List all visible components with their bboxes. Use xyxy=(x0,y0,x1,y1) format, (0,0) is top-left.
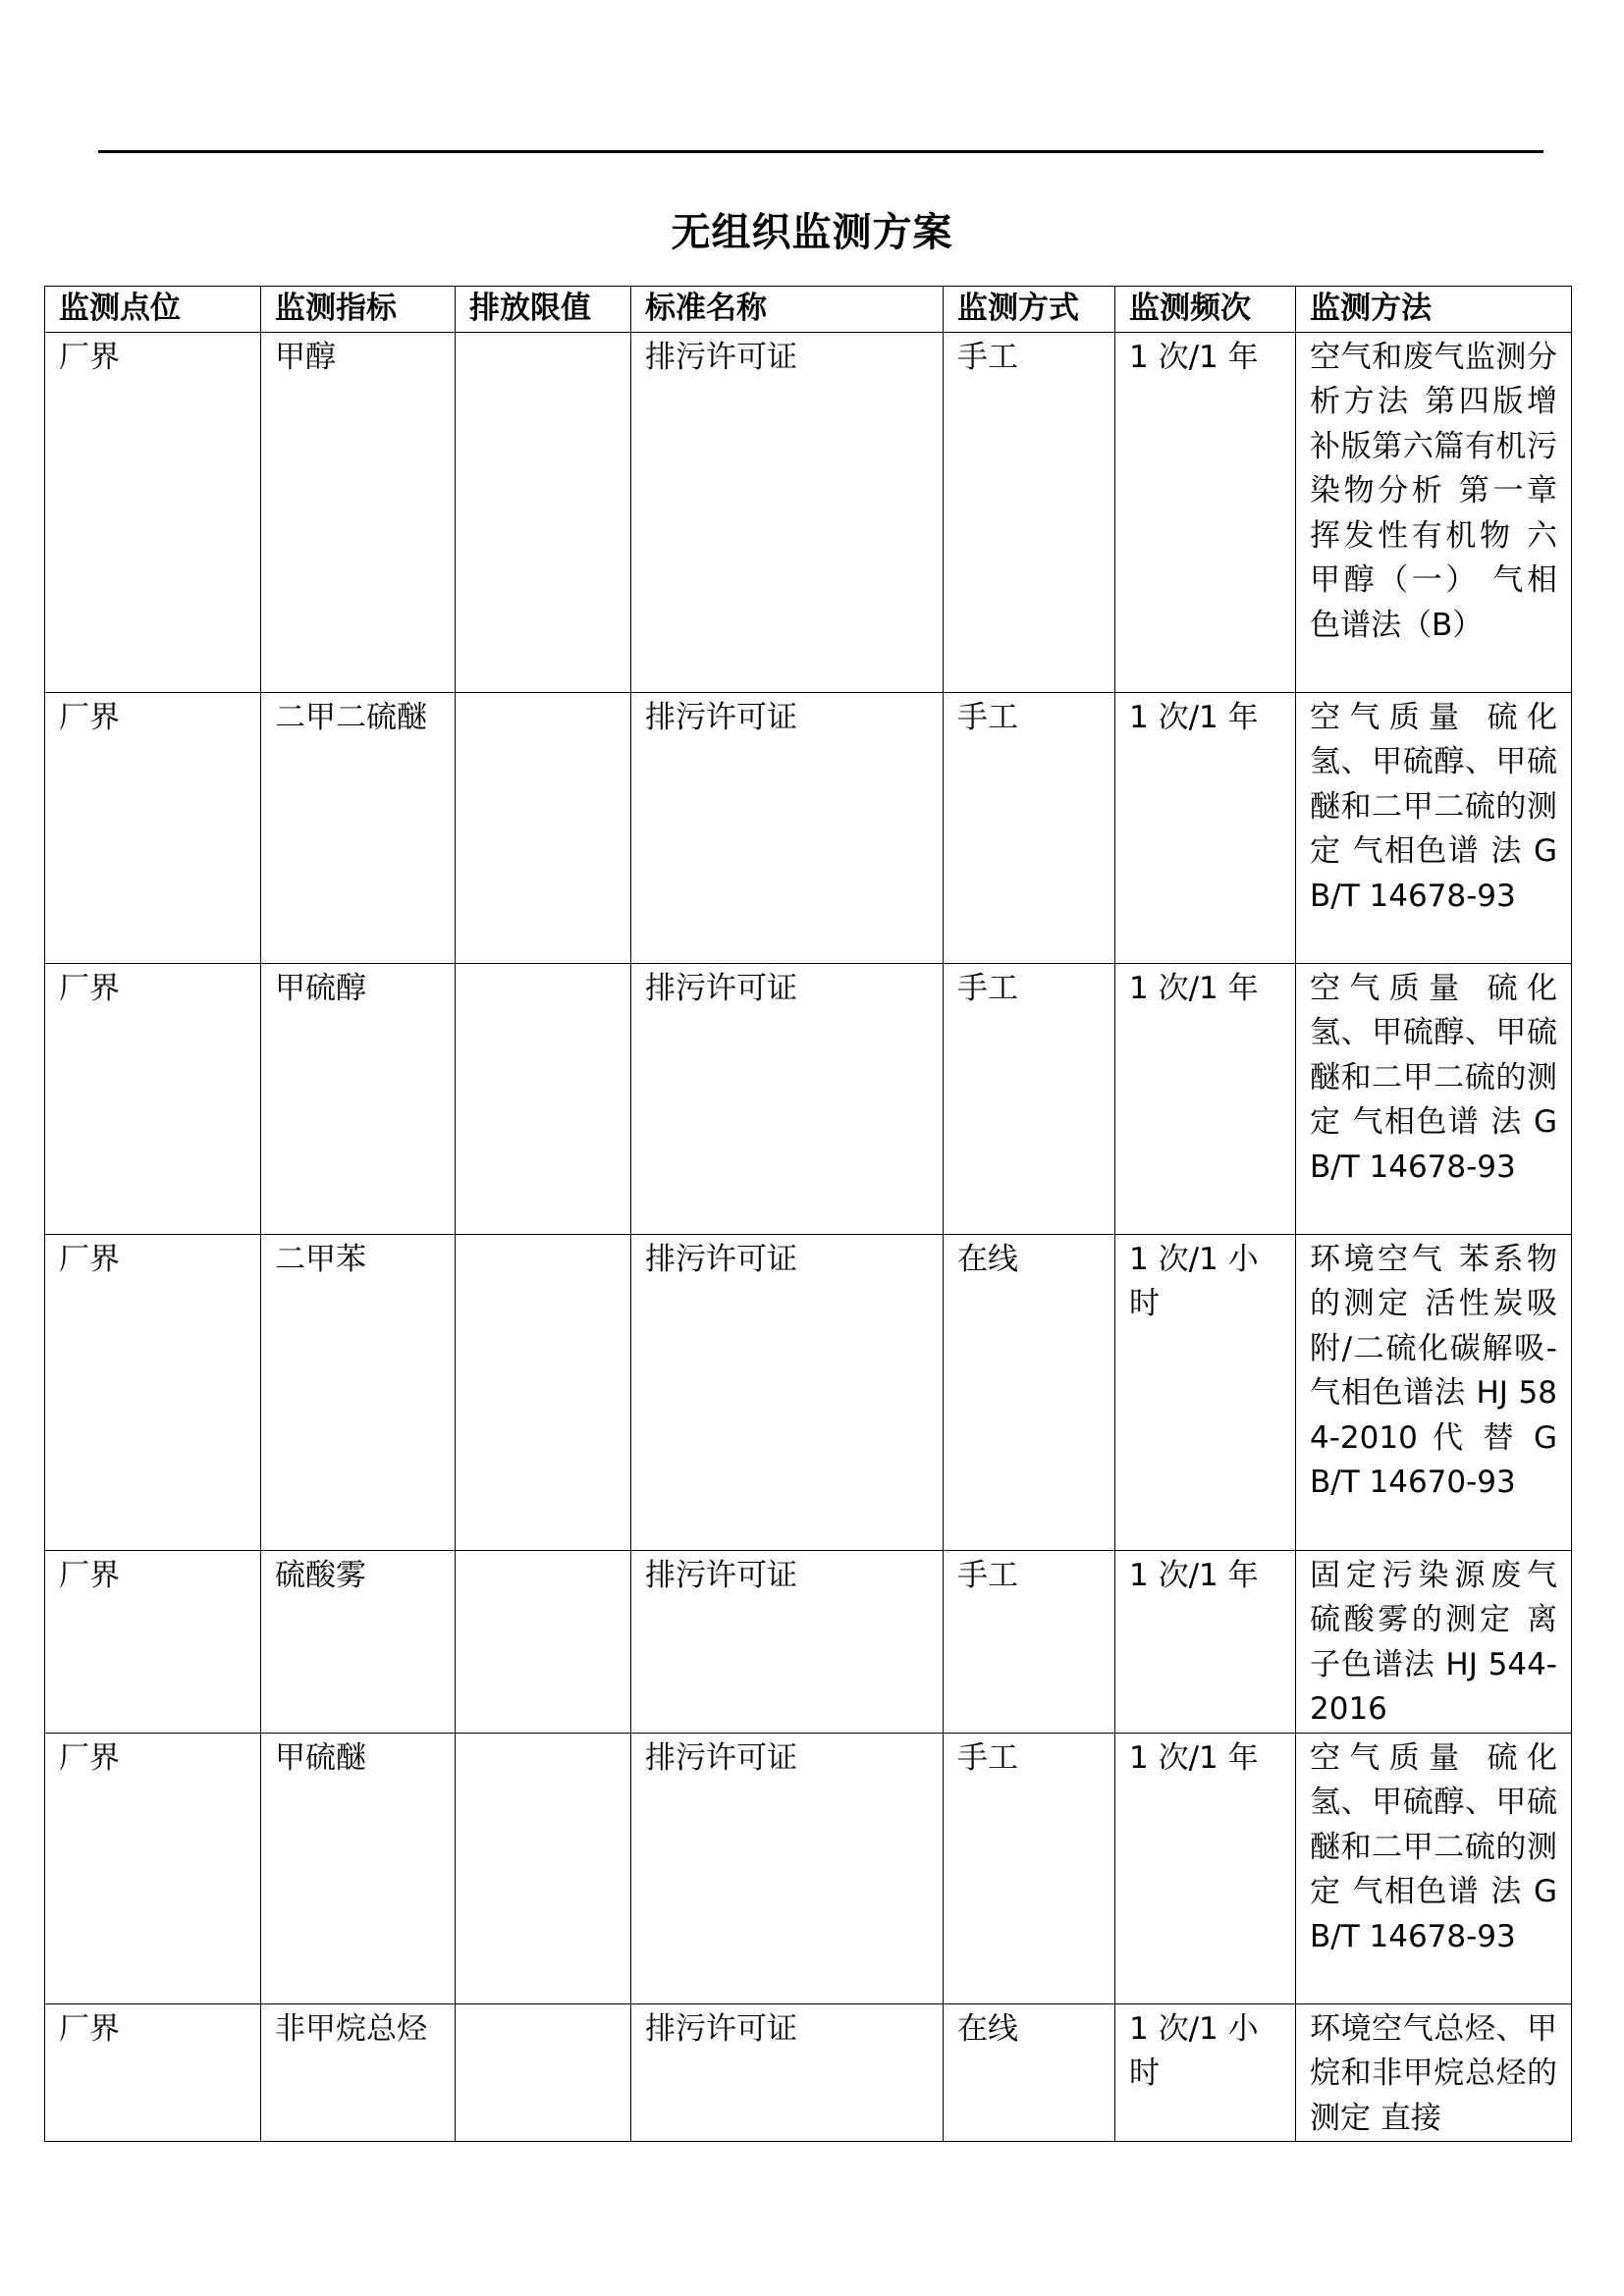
cell-limit xyxy=(456,1733,631,2003)
table-row xyxy=(45,692,1572,963)
cell-mode: 在线 xyxy=(944,1234,1115,1550)
cell-frequency: 1 次/1 小时 xyxy=(1115,2003,1296,2142)
cell-indicator: 甲醇 xyxy=(261,332,456,692)
table-row xyxy=(45,2003,1572,2142)
cell-method: 固定污染源废气 硫酸雾的测定 离子色谱法 HJ 544-2016 xyxy=(1296,1550,1572,1733)
cell-standard: 排污许可证 xyxy=(631,2003,944,2142)
cell-mode: 手工 xyxy=(944,692,1115,963)
cell-method: 环境空气 苯系物的测定 活性炭吸附/二硫化碳解吸-气相色谱法 HJ 584-2010 代 替 GB/T 14670-93 xyxy=(1296,1234,1572,1550)
cell-indicator: 甲硫醚 xyxy=(261,1733,456,2003)
header-rule xyxy=(98,150,1543,153)
cell-limit xyxy=(456,1234,631,1550)
header-mode: 监测方式 xyxy=(944,287,1115,333)
cell-location: 厂界 xyxy=(45,1733,261,2003)
cell-standard: 排污许可证 xyxy=(631,1733,944,2003)
monitoring-table xyxy=(44,286,1572,2142)
cell-standard: 排污许可证 xyxy=(631,1550,944,1733)
cell-limit xyxy=(456,2003,631,2142)
cell-location: 厂界 xyxy=(45,2003,261,2142)
cell-frequency: 1 次/1 年 xyxy=(1115,1550,1296,1733)
cell-method: 空气质量 硫化氢、甲硫醇、甲硫醚和二甲二硫的测定 气相色谱 法 GB/T 14678-93 xyxy=(1296,963,1572,1234)
cell-mode: 在线 xyxy=(944,2003,1115,2142)
cell-location: 厂界 xyxy=(45,692,261,963)
header-location: 监测点位 xyxy=(45,287,261,333)
cell-mode: 手工 xyxy=(944,1550,1115,1733)
cell-location: 厂界 xyxy=(45,332,261,692)
table-row xyxy=(45,1733,1572,2003)
cell-frequency: 1 次/1 年 xyxy=(1115,332,1296,692)
cell-method: 空气质量 硫化氢、甲硫醇、甲硫醚和二甲二硫的测定 气相色谱 法 GB/T 14678-93 xyxy=(1296,1733,1572,2003)
cell-location: 厂界 xyxy=(45,1234,261,1550)
cell-frequency: 1 次/1 小时 xyxy=(1115,1234,1296,1550)
cell-frequency: 1 次/1 年 xyxy=(1115,963,1296,1234)
cell-method: 空气质量 硫化氢、甲硫醇、甲硫醚和二甲二硫的测定 气相色谱 法 GB/T 14678-93 xyxy=(1296,692,1572,963)
cell-mode: 手工 xyxy=(944,963,1115,1234)
cell-standard: 排污许可证 xyxy=(631,332,944,692)
cell-indicator: 二甲二硫醚 xyxy=(261,692,456,963)
cell-mode: 手工 xyxy=(944,1733,1115,2003)
table-row xyxy=(45,963,1572,1234)
table-row xyxy=(45,332,1572,692)
cell-limit xyxy=(456,1550,631,1733)
cell-standard: 排污许可证 xyxy=(631,963,944,1234)
cell-standard: 排污许可证 xyxy=(631,692,944,963)
cell-indicator: 非甲烷总烃 xyxy=(261,2003,456,2142)
header-standard: 标准名称 xyxy=(631,287,944,333)
header-method: 监测方法 xyxy=(1296,287,1572,333)
cell-mode: 手工 xyxy=(944,332,1115,692)
cell-limit xyxy=(456,692,631,963)
cell-method: 环境空气总烃、甲烷和非甲烷总烃的测定 直接 xyxy=(1296,2003,1572,2142)
page-title: 无组织监测方案 xyxy=(671,210,953,255)
cell-limit xyxy=(456,332,631,692)
header-limit: 排放限值 xyxy=(456,287,631,333)
cell-indicator: 硫酸雾 xyxy=(261,1550,456,1733)
cell-frequency: 1 次/1 年 xyxy=(1115,1733,1296,2003)
table-row xyxy=(45,1234,1572,1550)
header-indicator: 监测指标 xyxy=(261,287,456,333)
table-header-row xyxy=(45,287,1572,333)
cell-location: 厂界 xyxy=(45,1550,261,1733)
cell-indicator: 甲硫醇 xyxy=(261,963,456,1234)
table-row xyxy=(45,1550,1572,1733)
cell-location: 厂界 xyxy=(45,963,261,1234)
cell-limit xyxy=(456,963,631,1234)
cell-frequency: 1 次/1 年 xyxy=(1115,692,1296,963)
cell-indicator: 二甲苯 xyxy=(261,1234,456,1550)
cell-method: 空气和废气监测分析方法 第四版增补版第六篇有机污染物分析 第一章 挥发性有机物 六 甲醇（一） 气相色谱法（B） xyxy=(1296,332,1572,692)
cell-standard: 排污许可证 xyxy=(631,1234,944,1550)
header-frequency: 监测频次 xyxy=(1115,287,1296,333)
